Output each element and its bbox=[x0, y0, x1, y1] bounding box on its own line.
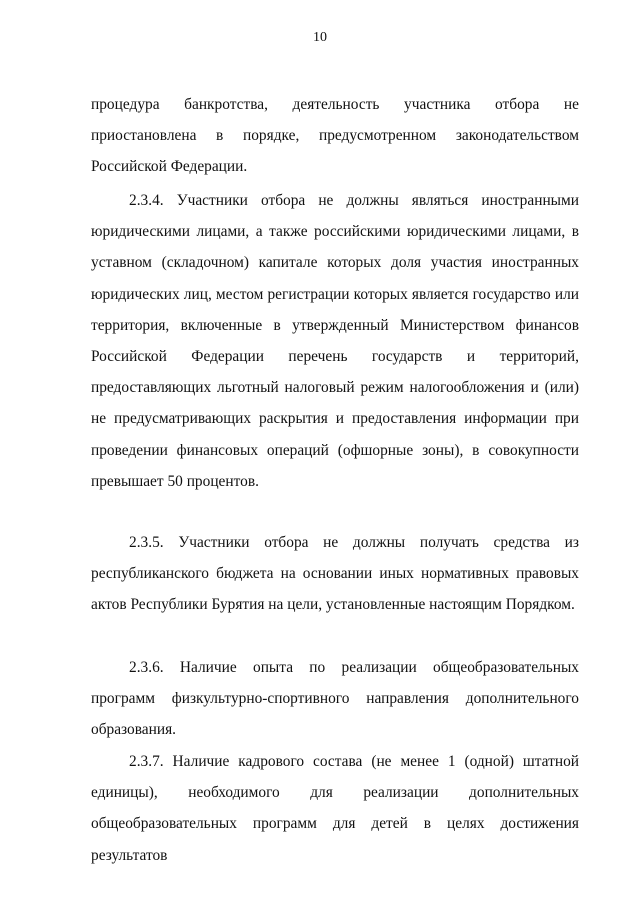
paragraph-2-3-6: 2.3.6. Наличие опыта по реализации общеобразовательных программ физкультурно-спортивного направления дополнительного образования. bbox=[91, 659, 579, 739]
paragraph-2-3-7: 2.3.7. Наличие кадрового состава (не менее 1 (одной) штатной единицы), необходимого для реализации дополнительных общеобразовательных программ для детей в целях достижения результатов bbox=[91, 753, 579, 864]
paragraph-2-3-4: 2.3.4. Участники отбора не должны являться иностранными юридическими лицами, а также российскими юридическими лицами, в уставном (складочном) капитале которых доля участия иностранных юридических лиц, местом регистрации которых является государство или территория, включенные в утвержденный Министерством финансов Российской Федерации перечень государств и территорий, предоставляющих льготный налоговый режим налогообложения и (или) не предусматривающих раскрытия и предоставления информации при проведении финансовых операций (офшорные зоны), в совокупности превышает 50 процентов. bbox=[91, 192, 579, 490]
paragraph-continuation: процедура банкротства, деятельность участника отбора не приостановлена в порядке, предусмотренном законодательством Российской Федерации. bbox=[91, 96, 579, 176]
paragraph-2-3-5: 2.3.5. Участники отбора не должны получать средства из республиканского бюджета на основании иных нормативных правовых актов Республики Бурятия на цели, установленные настоящим Порядком. bbox=[91, 534, 579, 614]
page-number: 10 bbox=[313, 30, 327, 45]
